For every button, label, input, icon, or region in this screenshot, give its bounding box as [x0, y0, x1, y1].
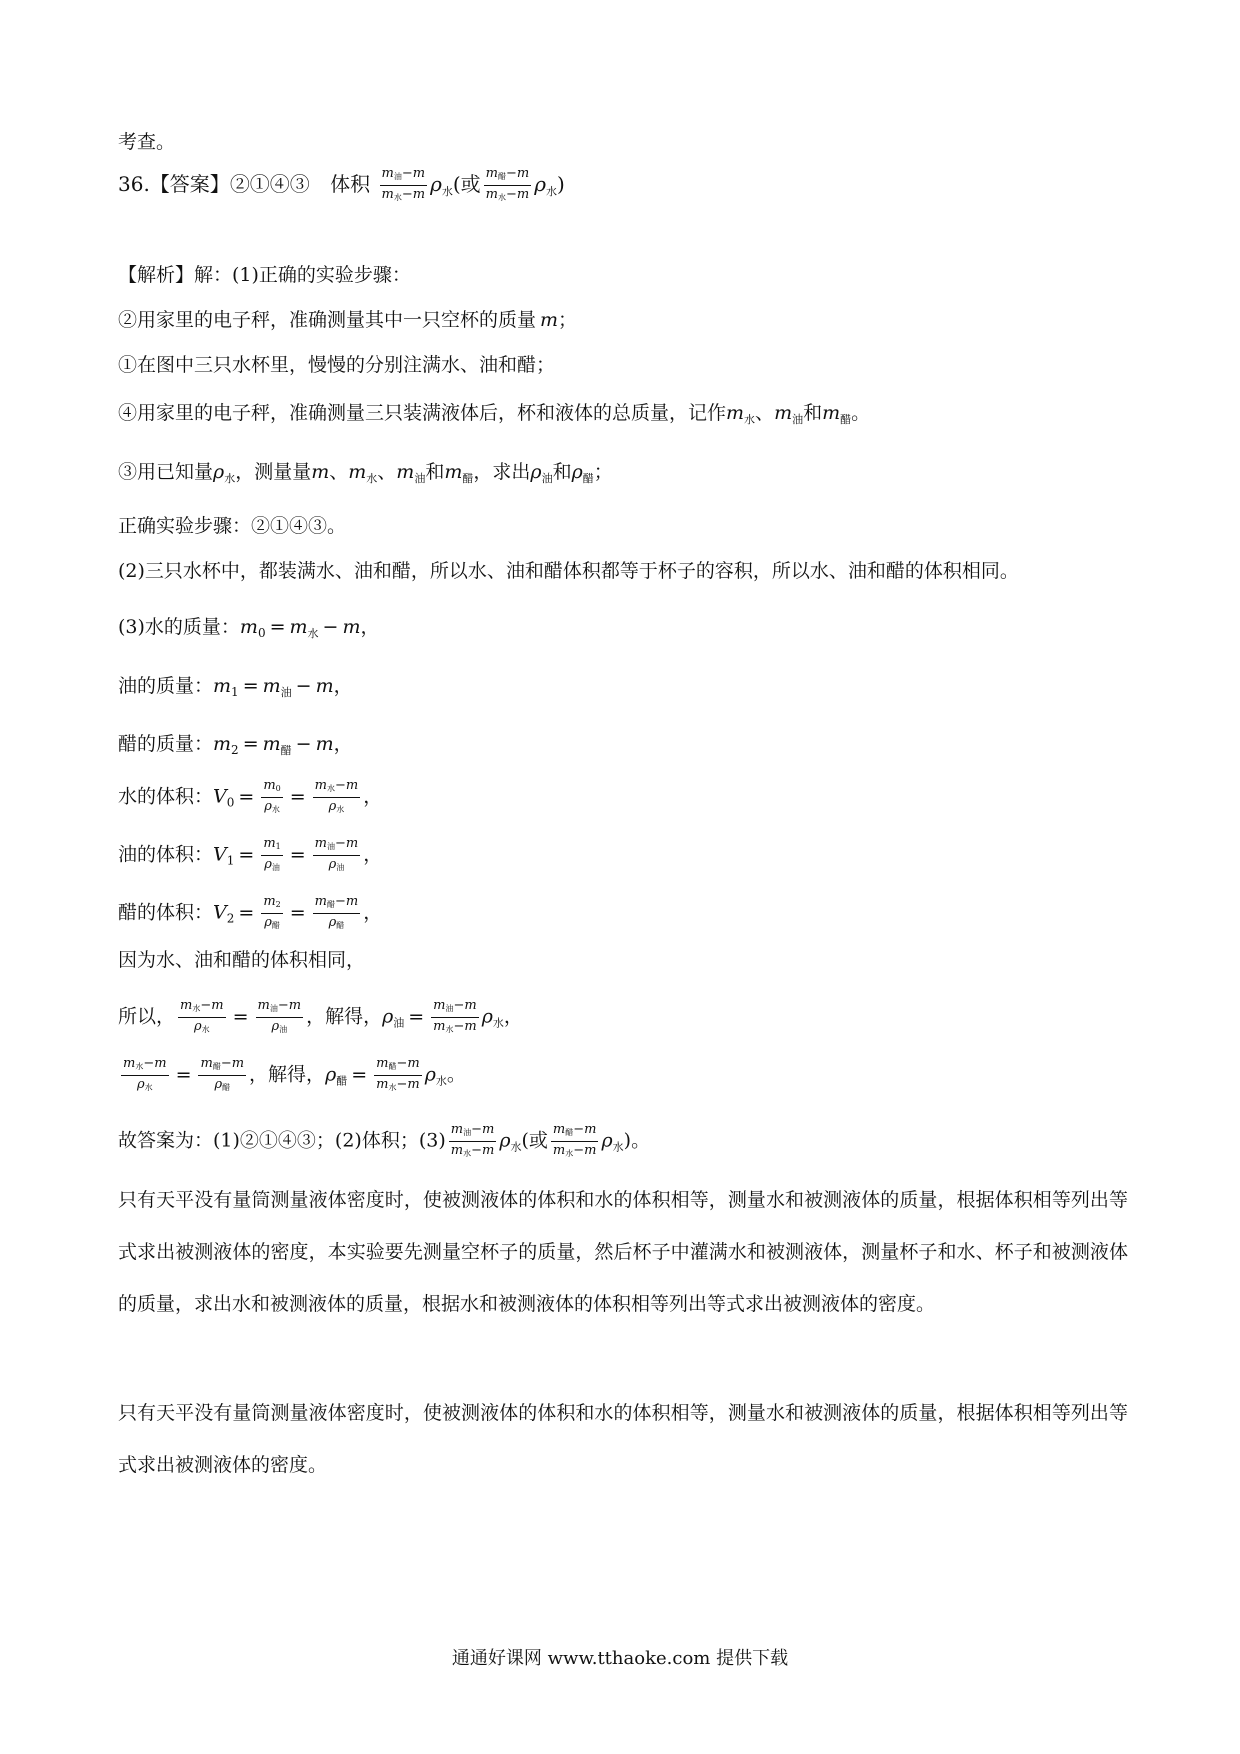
- correct-steps: 正确实验步骤：②①④③。: [118, 515, 347, 537]
- water-mass: (3)水的质量：$m_0 = m_水 - m$，: [118, 616, 380, 640]
- step-2: ②用家里的电子秤，准确测量其中一只空杯的质量 m；: [118, 309, 578, 331]
- previous-text-tail: 考查。: [118, 131, 176, 153]
- part-2: (2)三只水杯中，都装满水、油和醋，所以水、油和醋体积都等于杯子的容积，所以水、油和醋的体积相同。: [118, 560, 1019, 582]
- so-line: 所以， $\frac{m_水-m}{\rho_水}$ = $\frac{m_油-m}{\rho_油}$ ，解得，$\rho_油$ = $\frac{m_油-m}{m_水-m}$ $\rho_水$，: [118, 998, 523, 1034]
- answer-order: ②①④③: [229, 172, 310, 196]
- oil-volume: 油的体积：$V_1$ = $\frac{m_1}{\rho_油}$ = $\frac{m_油-m}{\rho_油}$ ，: [118, 836, 383, 872]
- fraction-vinegar-ratio: $\frac{m_醋-m}{m_水-m}$: [485, 166, 530, 202]
- vinegar-volume: 醋的体积：$V_2$ = $\frac{m_2}{\rho_醋}$ = $\frac{m_醋-m}{\rho_醋}$ ，: [118, 894, 383, 930]
- summary-paragraph-1: 只有天平没有量筒测量液体密度时，使被测液体的体积和水的体积相等，测量水和被测液体的质量，根据体积相等列出等式求出被测液体的密度，本实验要先测量空杯子的质量，然后杯子中灌满水和被测液体，测量杯子和水、杯子和被测液体的质量，求出水和被测液体的质量，根据水和被测液体的体积相等列出等式求出被测液体的密度。: [118, 1189, 1128, 1315]
- fraction-oil-ratio: $\frac{m_油-m}{m_水-m}$: [381, 166, 426, 202]
- answer-label: 36.【答案】: [118, 172, 230, 196]
- footer-source: 通通好课网 www.tthaoke.com 提供下载: [451, 1648, 789, 1669]
- vinegar-mass: 醋的质量：$m_2 = m_醋 - m$，: [118, 733, 353, 757]
- oil-mass: 油的质量：$m_1 = m_油 - m$，: [118, 675, 353, 699]
- step-1: ①在图中三只水杯里，慢慢的分别注满水、油和醋；: [118, 354, 556, 376]
- summary-paragraph-2: 只有天平没有量筒测量液体密度时，使被测液体的体积和水的体积相等，测量水和被测液体的质量，根据体积相等列出等式求出被测液体的密度。: [118, 1402, 1128, 1476]
- water-volume: 水的体积：$V_0$ = $\frac{m_0}{\rho_水}$ = $\frac{m_水-m}{\rho_水}$ ，: [118, 778, 383, 814]
- solve-vinegar-line: $\frac{m_水-m}{\rho_水}$ = $\frac{m_醋-m}{\rho_醋}$ ，解得，$\rho_醋$ = $\frac{m_醋-m}{m_水-m}$ $\rho_水$。: [123, 1056, 466, 1092]
- final-answer: 故答案为：(1)②①④③；(2)体积；(3) $\frac{m_油-m}{m_水-m}$ $\rho_水$(或 $\frac{m_醋-m}{m_水-m}$ $\rho_水$)。: [118, 1122, 651, 1158]
- because-line: 因为水、油和醋的体积相同，: [118, 949, 366, 971]
- step-3: ③用已知量$\rho_水$，测量量m、$m_水$、$m_油$和$m_醋$，求出$\rho_油$和$\rho_醋$；: [118, 461, 613, 485]
- step-4: ④用家里的电子秤，准确测量三只装满液体后，杯和液体的总质量，记作$m_水$、$m_油$和$m_醋$。: [118, 402, 871, 426]
- answer-volume: 体积: [330, 172, 371, 196]
- answer-line: 36.【答案】②①④③ 体积 $\frac{m_油-m}{m_水-m}$ $\rho_水$(或 $\frac{m_醋-m}{m_水-m}$ $\rho_水$): [118, 166, 565, 206]
- analysis-intro: 【解析】解：(1)正确的实验步骤：: [118, 264, 411, 286]
